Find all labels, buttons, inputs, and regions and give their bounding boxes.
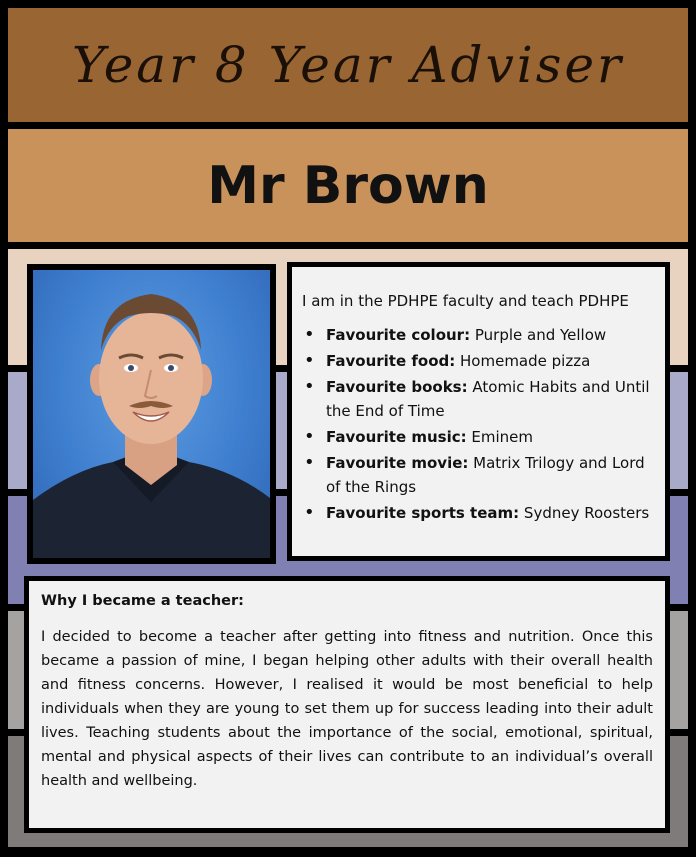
- list-item: • Favourite books: Atomic Habits and Until the End of Time: [302, 375, 655, 423]
- list-item: • Favourite movie: Matrix Trilogy and Lord of the Rings: [302, 451, 655, 499]
- list-item: • Favourite music: Eminem: [302, 425, 655, 449]
- why-text: I decided to become a teacher after getting into fitness and nutrition. Once this became a passion of mine, I began helping other adults with their overall health and fitness concerns. However, I realised it would be most beneficial to help individuals when they are young to set them up for success leading into their adult lives. Teaching students about the importance of the social, emotional, spiritual, mental and physical aspects of their lives can contribute to an individual’s overall health and wellbeing.: [41, 629, 653, 789]
- info-panel: [287, 262, 670, 561]
- page-title: Year 8 Year Adviser: [72, 36, 624, 94]
- teacher-name: Mr Brown: [207, 155, 489, 216]
- list-item: • Favourite colour: Purple and Yellow: [302, 323, 655, 347]
- photo-frame: [27, 264, 276, 564]
- portrait-illustration: [33, 270, 270, 558]
- intro-text: I am in the PDHPE faculty and teach PDHPE: [302, 292, 629, 310]
- favourites-list: [302, 323, 655, 525]
- teacher-photo: [33, 270, 270, 558]
- list-item: • Favourite sports team: Sydney Roosters: [302, 501, 655, 525]
- why-heading: Why I became a teacher:: [41, 593, 244, 609]
- list-item: • Favourite food: Homemade pizza: [302, 349, 655, 373]
- why-teacher-panel: [24, 576, 670, 833]
